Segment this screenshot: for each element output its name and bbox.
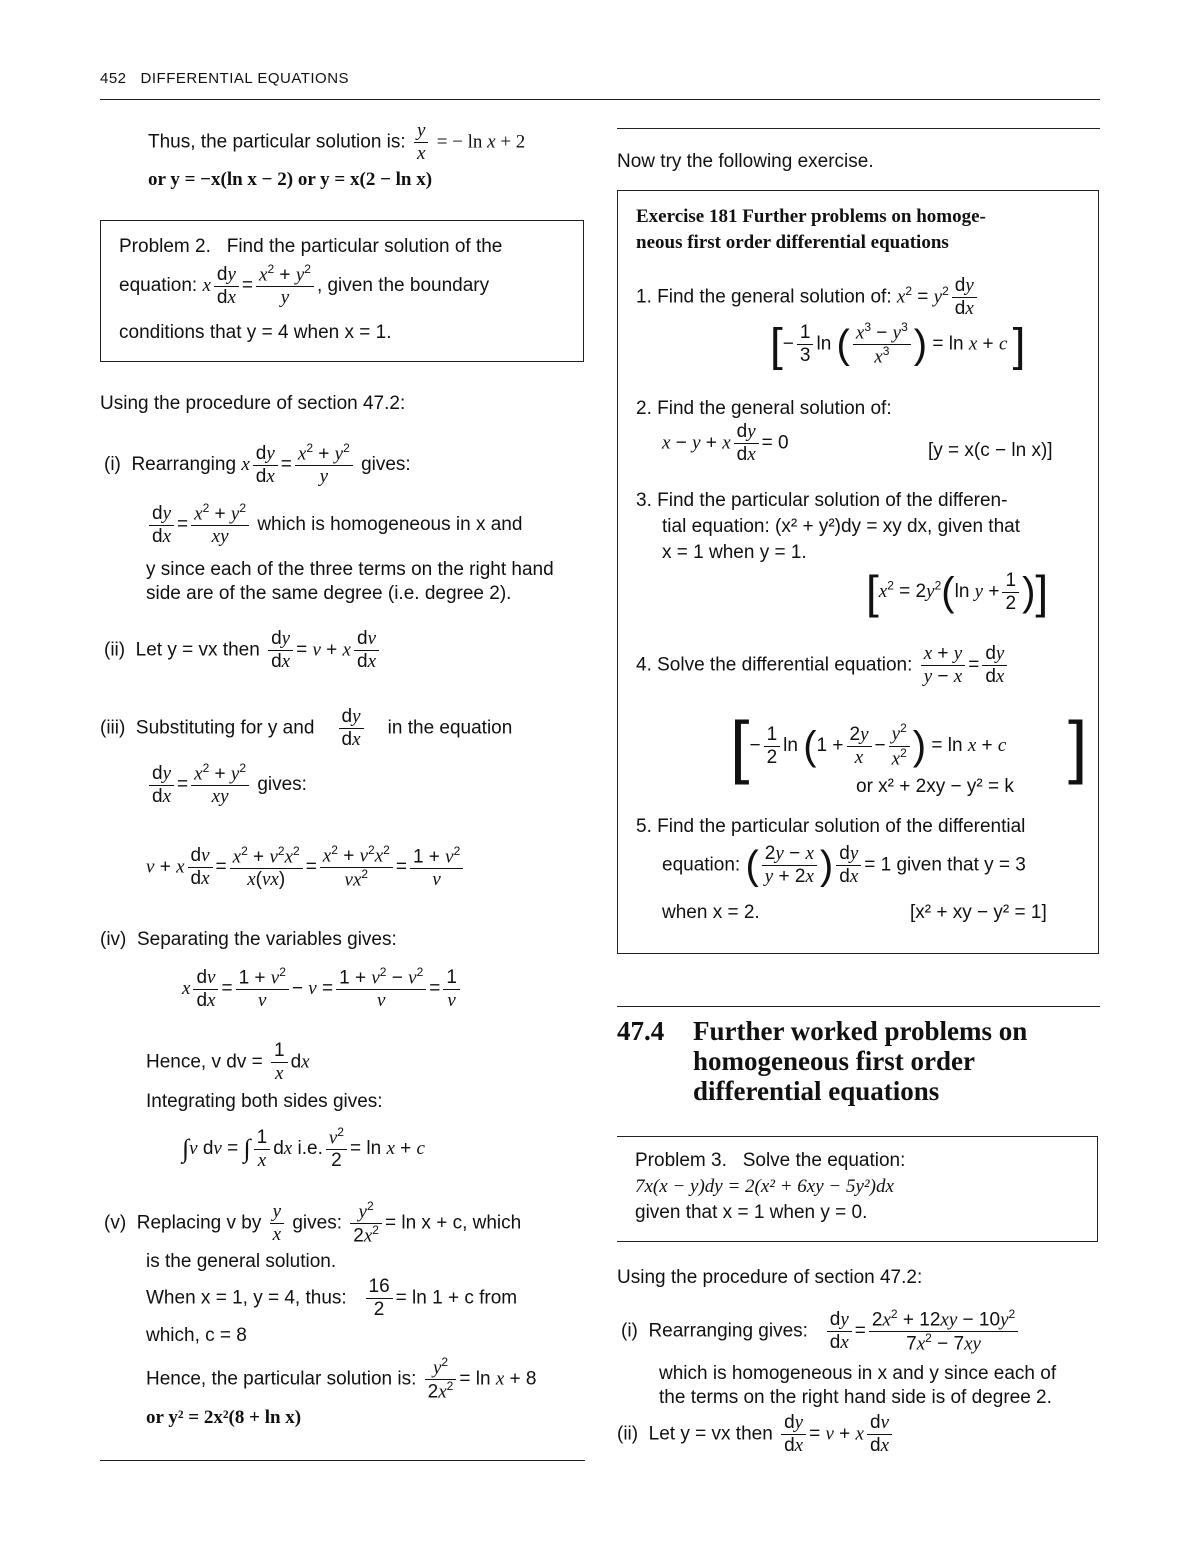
- left-bottom-rule: [100, 1460, 585, 1461]
- step5-label: (v): [104, 1212, 127, 1234]
- section-title-3: differential equations: [693, 1076, 940, 1106]
- ex3-line3: x = 1 when y = 1.: [662, 542, 807, 563]
- ex1-line: 1. Find the general solution of: $x^2 = y^2$ $\frac{dy}{dx}$: [636, 275, 980, 320]
- left-column: [100, 110, 590, 1470]
- procedure-right: Using the procedure of section 47.2:: [617, 1267, 923, 1288]
- section-title-2: homogeneous first order: [693, 1046, 975, 1076]
- ex5-when: when x = 2.: [662, 902, 760, 923]
- which-c: which, c = 8: [146, 1325, 247, 1346]
- step1-homog: which is homogeneous in x and: [257, 514, 523, 536]
- step1-since: y since each of the three terms on the right hand: [146, 559, 554, 580]
- problem3-line1: [635, 1149, 905, 1174]
- ex4-or: or x² + 2xy − y² = k: [856, 776, 1014, 797]
- final-result: or y² = 2x²(8 + ln x): [146, 1407, 302, 1428]
- header-rule: [100, 99, 1100, 100]
- step5-line: (v) Replacing v by $\frac{y}{x}$ gives: $\frac{y^2}{2x^2}$ = ln x + c, which: [104, 1199, 522, 1247]
- right-column: [617, 140, 1100, 1470]
- ex3-answer: [$x^2 = 2y^2(\ln$ y + $\frac{1}{2}$ )]: [866, 566, 1049, 618]
- hence2-line: Hence, the particular solution is: $\frac{y^2}{2x^2}$ = ln x + 8: [146, 1355, 537, 1403]
- problem3-given: given that x = 1 when y = 0.: [635, 1202, 868, 1223]
- problem3-label: Problem 3.: [635, 1150, 727, 1171]
- section-number: 47.4: [617, 1016, 665, 1046]
- r1-line: (i) Rearranging gives: $\frac{dy}{dx}$ = $\frac{2x^2 + 12xy - 10y^2}{7x^2 - 7xy}$: [621, 1308, 1021, 1355]
- ex1-text: 1. Find the general solution of:: [636, 286, 892, 308]
- problem-3-box: [617, 1136, 1098, 1242]
- problem2-label: Problem 2.: [119, 236, 211, 257]
- problem2-cond: conditions that y = 4 when x = 1.: [119, 322, 392, 343]
- thus-line: Thus, the particular solution is: $\frac{y}{x}$ = − ln x + 2: [148, 120, 526, 164]
- step1-degree: side are of the same degree (i.e. degree 2).: [146, 583, 512, 604]
- exercise-181-box: [617, 190, 1099, 954]
- r1-homog: which is homogeneous in x and y since each of: [659, 1363, 1057, 1384]
- step4-text: Separating the variables gives:: [136, 929, 397, 950]
- ex5-line1: 5. Find the particular solution of the differential: [636, 816, 1026, 837]
- step5-which: = ln x + c, which: [384, 1212, 522, 1234]
- page-number: 452: [100, 70, 127, 87]
- integrating: Integrating both sides gives:: [146, 1091, 383, 1112]
- step5-gives: gives:: [292, 1212, 342, 1234]
- step1-line: (i) Rearranging x $\frac{dy}{dx}$ = $\frac{x^2 + y^2}{y}$ gives:: [104, 441, 411, 488]
- problem3-text: Solve the equation:: [742, 1150, 906, 1171]
- r1-text: Rearranging gives:: [648, 1320, 808, 1342]
- right-top-rule: [617, 128, 1100, 129]
- running-title: DIFFERENTIAL EQUATIONS: [140, 70, 350, 87]
- r2-text: Let y = vx then: [648, 1423, 773, 1445]
- step5-text: Replacing v by: [136, 1212, 262, 1234]
- ex4-text: 4. Solve the differential equation:: [636, 654, 913, 676]
- step2-label: (ii): [104, 639, 126, 661]
- now-try: Now try the following exercise.: [617, 151, 874, 172]
- ex5-tail: = 1 given that y = 3: [864, 854, 1026, 876]
- integral-eq: ∫v dv = ∫ $\frac{1}{x}$ dx i.e. $\frac{v^2}{2}$ = ln x + c: [182, 1125, 425, 1172]
- hence1-line: Hence, v dv = $\frac{1}{x}$ dx: [146, 1040, 310, 1084]
- section-title-1: Further worked problems on: [693, 1016, 1028, 1046]
- procedure-left: Using the procedure of section 47.2:: [100, 393, 406, 414]
- hence2: Hence, the particular solution is:: [146, 1368, 417, 1390]
- problem3-eq: 7x(x − y)dy = 2(x² + 6xy − 5y²)dx: [635, 1176, 894, 1197]
- step4-line: [100, 928, 397, 953]
- step3-line: (iii) Substituting for y and $\frac{dy}{dx}$ in the equation: [100, 706, 513, 750]
- step1-label: (i): [104, 454, 121, 476]
- step3-gives: gives:: [257, 774, 307, 796]
- hence1: Hence, v dv =: [146, 1051, 263, 1073]
- or-result: or y = −x(ln x − 2) or y = x(2 − ln x): [148, 169, 433, 190]
- r1-degree: the terms on the right hand side is of degree 2.: [659, 1387, 1052, 1408]
- step1-text: Rearranging: [131, 454, 237, 476]
- step4-label: (iv): [100, 929, 127, 950]
- ex2-text: 2. Find the general solution of:: [636, 398, 892, 419]
- r2-label: (ii): [617, 1423, 639, 1445]
- thus-label: Thus, the particular solution is:: [148, 131, 406, 153]
- ex5-eq: equation: ( $\frac{2y - x}{y + 2x}$ ) $\frac{dy}{dx}$ = 1 given that y = 3: [662, 843, 1026, 888]
- step1-frac-line: $\frac{dy}{dx}$ = $\frac{x^2 + y^2}{xy}$ which is homogeneous in x and: [146, 502, 522, 548]
- ex4-answer-close: ]: [1068, 707, 1088, 785]
- problem2-given: , given the boundary: [316, 275, 490, 297]
- step3-sub: v + x $\frac{dv}{dx}$ = $\frac{x^2 + v^2x^2}{x(vx)}$ = $\frac{x^2 + v^2x^2}{vx^2}$ = $\frac{1 + v^2}{v}$: [146, 844, 466, 891]
- problem-2-box: [100, 220, 584, 362]
- problem2-text: Find the particular solution of the: [226, 236, 503, 257]
- problem2-line2: equation: x $\frac{dy}{dx}$ = $\frac{x^2 + y^2}{y}$ , given the boundary: [119, 262, 490, 309]
- when-text: When x = 1, y = 4, thus:: [146, 1287, 347, 1309]
- ex5-answer: [x² + xy − y² = 1]: [910, 902, 1047, 923]
- when-line: When x = 1, y = 4, thus: $\frac{16}{2}$ = ln 1 + c from: [146, 1276, 518, 1320]
- ex2-answer: [y = x(c − ln x)]: [928, 440, 1053, 461]
- exercise-title-1: Exercise 181 Further problems on homoge-: [636, 206, 986, 227]
- problem2-line1: [119, 235, 502, 260]
- step3-eq: $\frac{dy}{dx}$ = $\frac{x^2 + y^2}{xy}$ gives:: [146, 762, 307, 808]
- step2-text: Let y = vx then: [135, 639, 260, 661]
- section-rule: [617, 1006, 1100, 1007]
- step1-gives: gives:: [361, 454, 411, 476]
- r2-line: (ii) Let y = vx then $\frac{dy}{dx}$ = v + x $\frac{dv}{dx}$: [617, 1412, 895, 1457]
- ex3-line1: 3. Find the particular solution of the differen-: [636, 490, 1008, 511]
- r1-label: (i): [621, 1320, 638, 1342]
- step2-line: (ii) Let y = vx then $\frac{dy}{dx}$ = v + x $\frac{dv}{dx}$: [104, 628, 382, 673]
- ex3-line2: tial equation: (x² + y²)dy = xy dx, given that: [662, 516, 1021, 537]
- step3-label: (iii): [100, 717, 126, 739]
- ex4-line: 4. Solve the differential equation: $\frac{x + y}{y - x}$ = $\frac{dy}{dx}$: [636, 643, 1010, 688]
- ex1-answer: [− $\frac{1}{3}$ ln ( $\frac{x^3 - y^3}{x^3}$ ) = ln x + c ]: [770, 318, 1026, 371]
- running-header: [100, 70, 349, 87]
- ex4-answer: [− $\frac{1}{2}$ ln (1 + $\frac{2y}{x}$ − $\frac{y^2}{x^2}$ ) = ln x + c: [730, 707, 1007, 785]
- exercise-title-2: neous first order differential equations: [636, 232, 949, 253]
- when-tail: = ln 1 + c from: [395, 1287, 518, 1309]
- step3-text: Substituting for y and: [135, 717, 315, 739]
- step3-tail: in the equation: [387, 717, 513, 739]
- ex5-eq-label: equation:: [662, 854, 741, 876]
- step4-eq: x $\frac{dv}{dx}$ = $\frac{1 + v^2}{v}$ − v = $\frac{1 + v^2 - v^2}{v}$ = $\frac{1}{v}$: [182, 966, 463, 1012]
- step5-general: is the general solution.: [146, 1251, 337, 1272]
- ex2-eq: x − y + x $\frac{dy}{dx}$ = 0: [662, 421, 789, 465]
- problem2-eq-label: equation:: [119, 275, 198, 297]
